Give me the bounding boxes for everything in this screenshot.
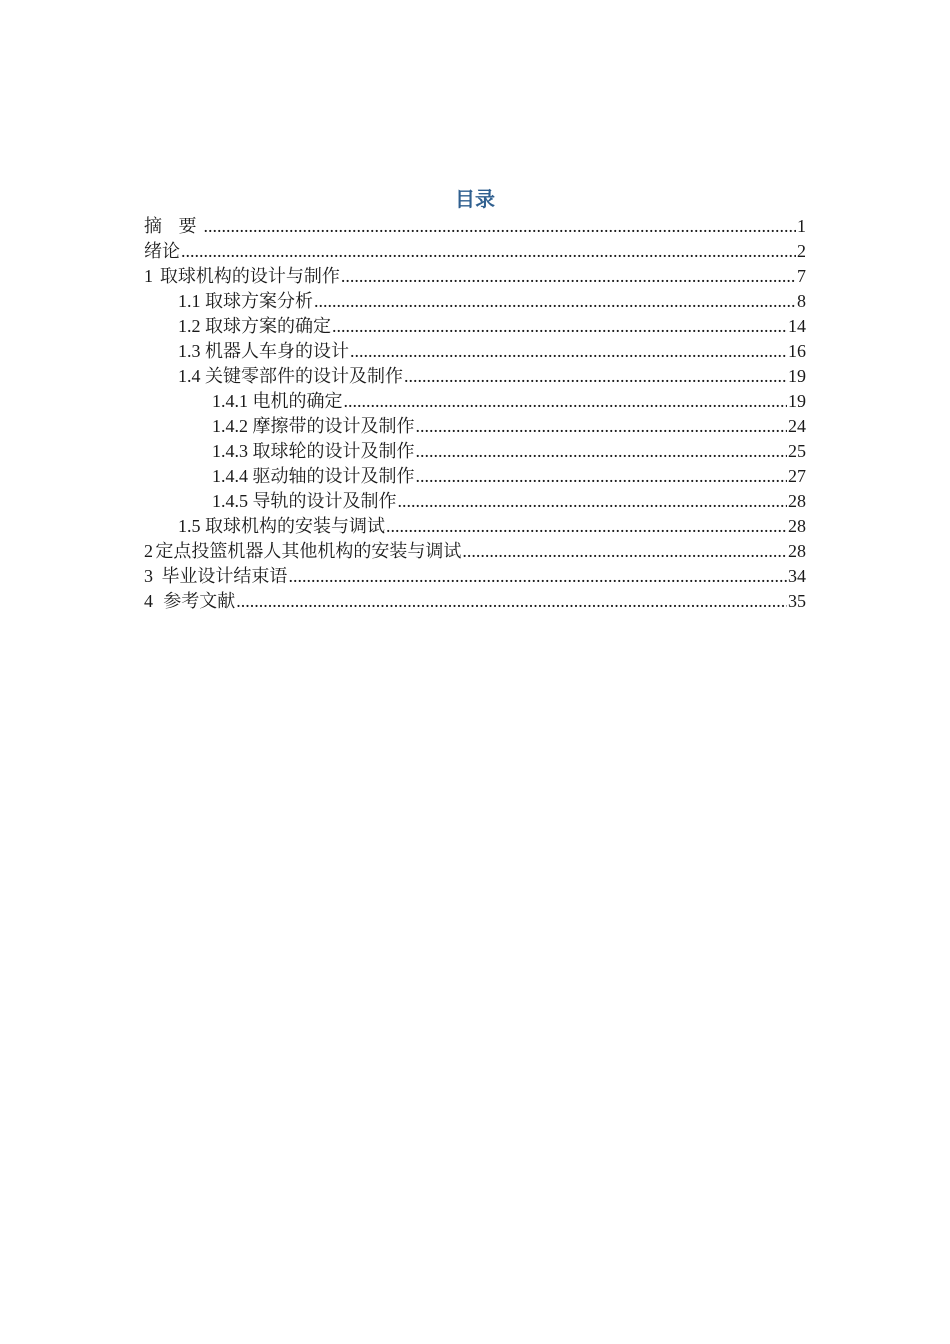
toc-entry-page: 28: [788, 541, 806, 561]
toc-entry-page: 1: [797, 216, 806, 236]
toc-entry-number: 2: [144, 541, 153, 561]
toc-leader-dots: [344, 389, 788, 414]
toc-entry-1-5[interactable]: [144, 514, 806, 539]
toc-entry-label: 1.4.5 导轨的设计及制作: [212, 491, 397, 511]
toc-entry-page: 28: [788, 491, 806, 511]
toc-leader-dots: [204, 214, 797, 239]
toc-entry-number: 3: [144, 566, 153, 586]
toc-entry-label: 绪论: [144, 241, 180, 261]
toc-leader-dots: [236, 589, 787, 614]
toc-entry-page: 8: [797, 291, 806, 311]
toc-entry-chapter-2[interactable]: [144, 539, 806, 564]
toc-entry-page: 19: [788, 391, 806, 411]
toc-entry-1-1[interactable]: [144, 289, 806, 314]
toc-entry-chapter-1[interactable]: [144, 264, 806, 289]
toc-entry-number: 4: [144, 591, 153, 611]
toc-entry-chapter-4[interactable]: [144, 589, 806, 614]
toc-entry-1-4-2[interactable]: [144, 414, 806, 439]
toc-entry-1-4-1[interactable]: [144, 389, 806, 414]
toc-entry-1-4-4[interactable]: [144, 464, 806, 489]
toc-leader-dots: [341, 264, 796, 289]
toc-entry-chapter-3[interactable]: [144, 564, 806, 589]
toc-entry-page: 24: [788, 416, 806, 436]
toc-entry-number: 1: [144, 266, 153, 286]
toc-entry-page: 7: [797, 266, 806, 286]
toc-leader-dots: [288, 564, 787, 589]
toc-entry-page: 14: [788, 316, 806, 336]
toc-entry-page: 34: [788, 566, 806, 586]
toc-leader-dots: [416, 439, 788, 464]
toc-entry-label: 参考文献: [163, 591, 236, 611]
toc-entry-page: 16: [788, 341, 806, 361]
toc-entry-page: 28: [788, 516, 806, 536]
toc-leader-dots: [416, 464, 788, 489]
toc-entry-page: 19: [788, 366, 806, 386]
toc-entry-label: 取球机构的设计与制作: [159, 266, 340, 286]
toc-entry-label: 1.4.1 电机的确定: [212, 391, 343, 411]
toc-entry-label: 毕业设计结束语: [161, 566, 288, 586]
toc-entry-label: 1.4.2 摩擦带的设计及制作: [212, 416, 415, 436]
table-of-contents: [144, 214, 806, 614]
toc-entry-label: 定点投篮机器人其他机构的安装与调试: [155, 541, 462, 561]
toc-entry-page: 27: [788, 466, 806, 486]
toc-entry-label: 1.1 取球方案分析: [178, 291, 313, 311]
toc-leader-dots: [416, 414, 788, 439]
toc-entry-label: 摘 要: [144, 216, 203, 236]
toc-entry-page: 25: [788, 441, 806, 461]
toc-leader-dots: [404, 364, 787, 389]
toc-entry-label: 1.4 关键零部件的设计及制作: [178, 366, 403, 386]
toc-entry-abstract[interactable]: [144, 214, 806, 239]
toc-entry-label: 1.3 机器人车身的设计: [178, 341, 349, 361]
toc-entry-1-3[interactable]: [144, 339, 806, 364]
toc-entry-introduction[interactable]: [144, 239, 806, 264]
toc-entry-1-4[interactable]: [144, 364, 806, 389]
toc-leader-dots: [314, 289, 796, 314]
toc-entry-1-2[interactable]: [144, 314, 806, 339]
toc-entry-page: 2: [797, 241, 806, 261]
toc-leader-dots: [386, 514, 787, 539]
toc-entry-1-4-3[interactable]: [144, 439, 806, 464]
toc-entry-label: 1.5 取球机构的安装与调试: [178, 516, 385, 536]
toc-entry-page: 35: [788, 591, 806, 611]
toc-leader-dots: [181, 239, 796, 264]
toc-leader-dots: [332, 314, 787, 339]
toc-leader-dots: [462, 539, 787, 564]
toc-entry-label: 1.2 取球方案的确定: [178, 316, 331, 336]
toc-entry-label: 1.4.3 取球轮的设计及制作: [212, 441, 415, 461]
toc-entry-label: 1.4.4 驱动轴的设计及制作: [212, 466, 415, 486]
toc-leader-dots: [350, 339, 787, 364]
toc-leader-dots: [398, 489, 788, 514]
toc-title: 目录: [455, 187, 495, 211]
toc-entry-1-4-5[interactable]: [144, 489, 806, 514]
